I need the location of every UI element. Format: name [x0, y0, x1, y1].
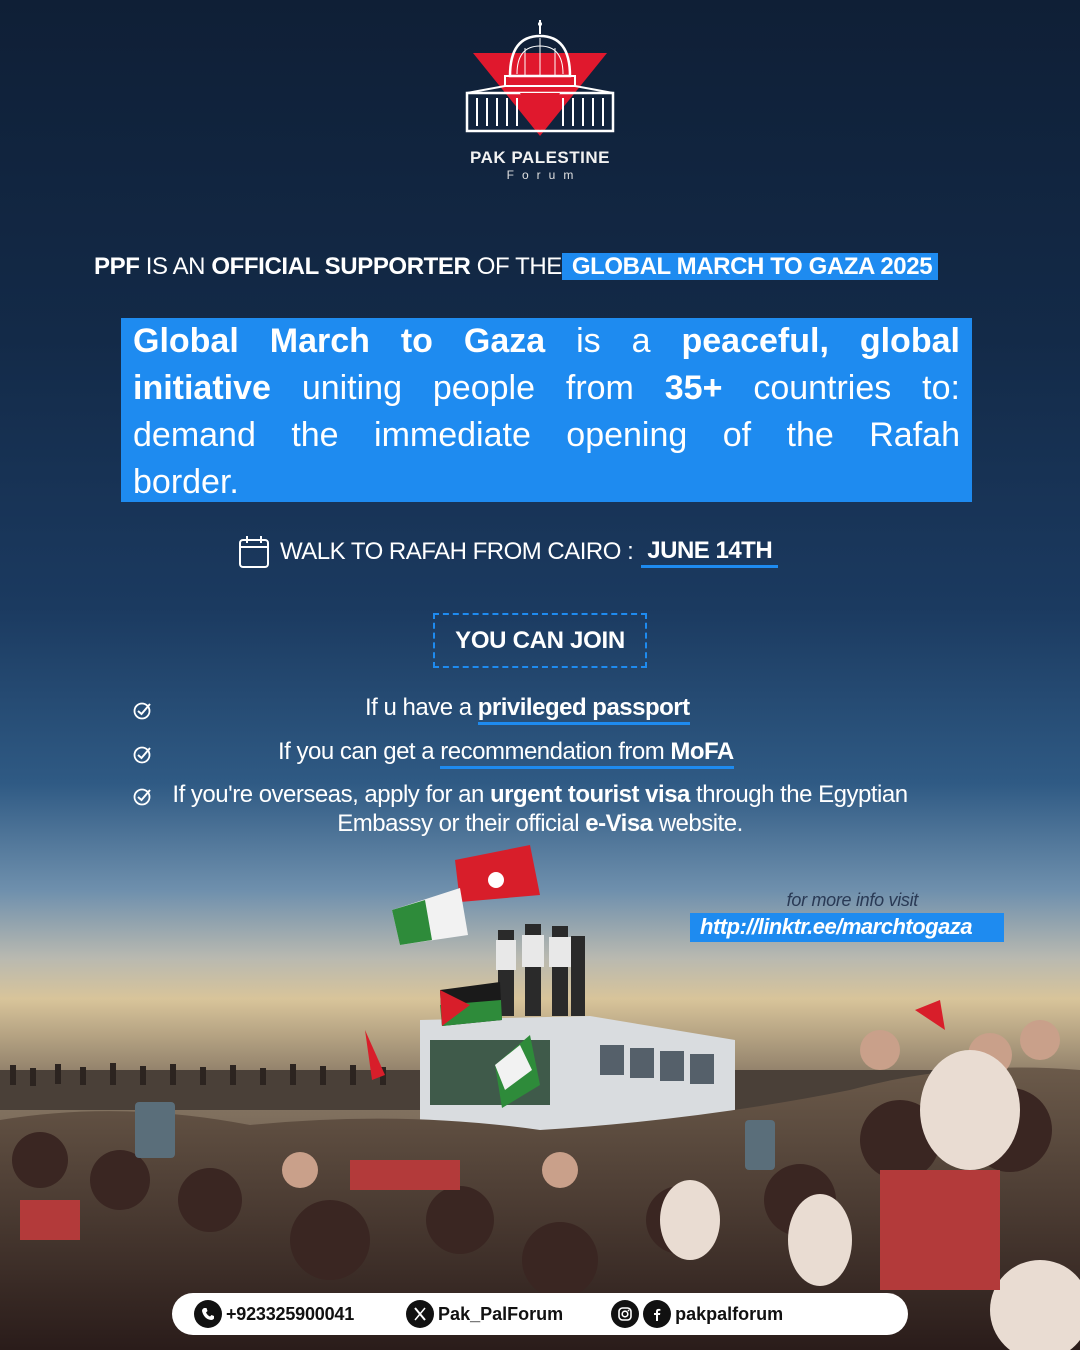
brand-logo — [440, 18, 640, 188]
desc-word: opening — [566, 416, 688, 454]
desc-word: from — [565, 369, 634, 407]
req-bold: privileged passport — [478, 694, 690, 725]
desc-word: March — [269, 322, 370, 360]
logo-subtitle: Forum — [506, 168, 582, 182]
contact-bar — [172, 1293, 908, 1335]
desc-word: initiative — [133, 369, 271, 407]
desc-word: peaceful, — [681, 322, 829, 360]
desc-word: Global — [133, 322, 239, 360]
instagram-icon — [611, 1300, 639, 1328]
requirement-text — [160, 780, 920, 838]
desc-word: to — [400, 322, 433, 360]
desc-word: global — [859, 322, 960, 360]
desc-word: of — [722, 416, 752, 454]
description-line-1 — [133, 318, 960, 365]
social-handle: pakpalforum — [675, 1303, 784, 1324]
description-line-3 — [133, 412, 960, 459]
check-circle-icon — [133, 700, 153, 720]
desc-word: 35+ — [664, 369, 723, 407]
desc-word: the — [291, 416, 339, 454]
desc-word: to: — [922, 369, 960, 407]
req-text-part: If you can get a — [278, 738, 441, 765]
desc-word: Gaza — [463, 322, 546, 360]
you-can-join-title: YOU CAN JOIN — [433, 613, 647, 668]
check-circle-icon — [133, 744, 153, 764]
phone-number: +923325900041 — [226, 1303, 355, 1324]
description-box — [121, 318, 972, 502]
req-text-part: recommendation from — [440, 738, 671, 765]
desc-word: is — [576, 322, 601, 360]
more-info — [690, 890, 1004, 942]
description-line-4 — [133, 459, 960, 506]
desc-word: people — [432, 369, 535, 407]
req-text-part: If u have a — [365, 694, 478, 721]
logo-name: PAK PALESTINE — [470, 148, 610, 167]
headline-highlight: GLOBAL MARCH TO GAZA 2025 — [562, 253, 938, 280]
desc-word: the — [786, 416, 834, 454]
more-info-label: for more info visit — [786, 890, 918, 910]
description-line-2 — [133, 365, 960, 412]
requirement-text — [365, 694, 690, 722]
req-bold: MoFA — [670, 738, 734, 765]
x-logo-icon — [406, 1300, 434, 1328]
req-text-part: If you're overseas, apply for an — [172, 781, 491, 808]
x-handle: Pak_PalForum — [438, 1303, 564, 1324]
desc-word: demand — [133, 416, 256, 454]
desc-word: countries — [753, 369, 892, 407]
headline-text-1: IS AN — [139, 253, 212, 280]
facebook-icon — [643, 1300, 671, 1328]
more-info-link[interactable]: http://linktr.ee/marchtogaza — [690, 913, 1004, 942]
headline-official-supporter: OFFICIAL SUPPORTER — [211, 253, 471, 280]
phone-contact[interactable] — [194, 1300, 354, 1328]
desc-word: Rafah — [869, 416, 960, 454]
walk-text: WALK TO RAFAH FROM CAIRO : — [280, 538, 634, 565]
req-bold: urgent tourist visa — [490, 781, 690, 808]
headline-ppf: PPF — [94, 253, 140, 280]
req-underlined — [440, 738, 733, 769]
headline-text-2: OF THE — [470, 253, 562, 280]
walk-date-row — [238, 532, 778, 572]
x-contact[interactable] — [406, 1300, 563, 1328]
check-circle-icon — [133, 786, 153, 806]
desc-word: a — [631, 322, 651, 360]
requirement-text — [278, 738, 734, 766]
desc-word: uniting — [301, 369, 403, 407]
desc-word: border. — [133, 463, 239, 501]
calendar-icon — [238, 535, 270, 569]
req-text-part: through the Egyptian Embassy or their official — [337, 781, 908, 837]
req-text-part: website. — [652, 810, 743, 837]
whatsapp-icon — [194, 1300, 222, 1328]
headline — [94, 250, 1014, 284]
req-bold: e-Visa — [585, 810, 653, 837]
walk-date: JUNE 14TH — [641, 537, 778, 568]
dome-triangle-icon — [465, 18, 615, 143]
social-contact[interactable] — [611, 1300, 783, 1328]
desc-word: immediate — [374, 416, 531, 454]
